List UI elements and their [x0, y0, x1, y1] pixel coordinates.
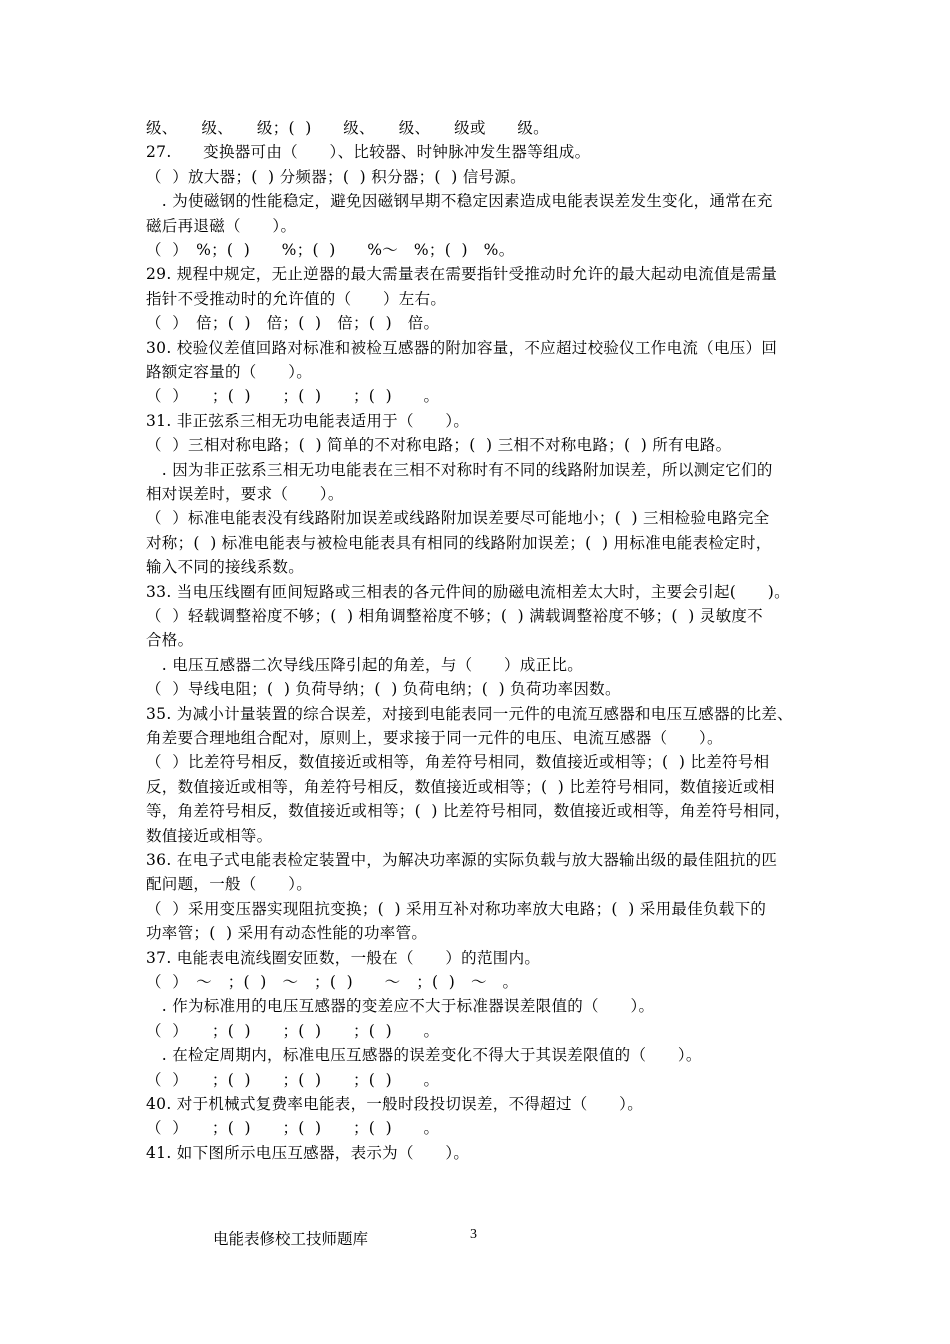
text-line: 33. 当电压线圈有匝间短路或三相表的各元件间的励磁电流相差太大时，主要会引起( )。: [146, 582, 790, 601]
text-line: 29. 规程中规定，无止逆器的最大需量表在需要指针受推动时允许的最大起动电流值是需量: [146, 265, 778, 284]
text-line: . 为使磁钢的性能稳定，避免因磁钢早期不稳定因素造成电能表误差发生变化，通常在充: [146, 192, 773, 211]
text-line: 数值接近或相等。: [146, 826, 273, 845]
text-line: 反，数值接近或相等，角差符号相反，数值接近或相等；( ) 比差符号相同，数值接近或相: [146, 777, 775, 796]
text-line: 对称；( ) 标准电能表与被检电能表具有相同的线路附加误差；( ) 用标准电能表检定时，: [146, 533, 772, 552]
text-line: （ ）比差符号相反，数值接近或相等，角差符号相同，数值接近或相等；( ) 比差符号相: [146, 753, 770, 772]
text-line: 27. 变换器可由（ ）、比较器、时钟脉冲发生器等组成。: [146, 143, 591, 162]
text-line: 合格。: [146, 631, 194, 650]
text-line: . 在检定周期内，标准电压互感器的误差变化不得大于其误差限值的（ ）。: [146, 1046, 702, 1065]
text-line: （ ）标准电能表没有线路附加误差或线路附加误差要尽可能地小；( ) 三相检验电路完全: [146, 509, 770, 528]
text-line: . 作为标准用的电压互感器的变差应不大于标准器误差限值的（ ）。: [146, 997, 655, 1016]
text-line: （ ） ；( ) ；( ) ；( ) 。: [146, 1021, 440, 1040]
footer-title: 电能表修校工技师题库: [213, 1230, 369, 1248]
text-line: 级、 级、 级；( ) 级、 级、 级或 级。: [146, 119, 549, 137]
text-line: （ ）三相对称电路；( ) 简单的不对称电路；( ) 三相不对称电路；( ) 所有电路。: [146, 436, 732, 455]
text-line: 相对误差时，要求（ ）。: [146, 485, 344, 503]
text-line: 输入不同的接线系数。: [146, 558, 305, 577]
text-line: （ ） %；( ) %；( ) %～ %；( ) %。: [146, 241, 515, 259]
text-line: 40. 对于机械式复费率电能表，一般时段投切误差，不得超过（ ）。: [146, 1095, 644, 1113]
text-line: . 电压互感器二次导线压降引起的角差，与（ ）成正比。: [146, 655, 584, 674]
text-line: （ ） ；( ) ；( ) ；( ) 。: [146, 387, 440, 406]
text-line: （ ） ；( ) ；( ) ；( ) 。: [146, 1070, 440, 1089]
text-line: （ ） ～ ；( ) ～ ；( ) ～ ；( ) ～ 。: [146, 973, 519, 991]
text-line: 角差要合理地组合配对，原则上，要求接于同一元件的电压、电流互感器（ ）。: [146, 729, 723, 747]
text-line: 36. 在电子式电能表检定装置中，为解决功率源的实际负载与放大器输出级的最佳阻抗的匹: [146, 851, 778, 869]
text-line: 配问题，一般（ ）。: [146, 875, 313, 894]
text-line: （ ）导线电阻；( ) 负荷导纳；( ) 负荷电纳；( ) 负荷功率因数。: [146, 680, 621, 699]
text-line: 37. 电能表电流线圈安匝数，一般在（ ）的范围内。: [146, 948, 541, 967]
text-line: . 因为非正弦系三相无功电能表在三相不对称时有不同的线路附加误差，所以测定它们的: [146, 460, 773, 479]
text-line: 35. 为减小计量装置的综合误差，对接到电能表同一元件的电流互感器和电压互感器的比差、: [146, 704, 793, 723]
text-line: 31. 非正弦系三相无功电能表适用于（ ）。: [146, 411, 470, 430]
text-line: （ ）采用变压器实现阻抗变换；( ) 采用互补对称功率放大电路；( ) 采用最佳负载下的: [146, 899, 767, 918]
text-line: 41. 如下图所示电压互感器，表示为（ ）。: [146, 1143, 470, 1162]
text-line: 指针不受推动时的允许值的（ ）左右。: [146, 289, 447, 308]
text-line: 功率管；( ) 采用有动态性能的功率管。: [146, 924, 428, 943]
text-line: 路额定容量的（ ）。: [146, 363, 313, 381]
text-line: 30. 校验仪差值回路对标准和被检互感器的附加容量，不应超过校验仪工作电流（电压）回: [146, 338, 778, 357]
text-line: （ ）轻载调整裕度不够；( ) 相角调整裕度不够；( ) 满载调整裕度不够；( ) 灵敏度不: [146, 607, 763, 625]
text-line: 等，角差符号相反，数值接近或相等；( ) 比差符号相同，数值接近或相等，角差符号相同，: [146, 802, 791, 821]
text-line: 磁后再退磁（ ）。: [146, 216, 297, 235]
text-line: （ ）放大器；( ) 分频器；( ) 积分器；( ) 信号源。: [146, 167, 526, 186]
text-line: （ ） ；( ) ；( ) ；( ) 。: [146, 1119, 440, 1138]
text-line: （ ） 倍；( ) 倍；( ) 倍；( ) 倍。: [146, 314, 440, 333]
page-number: 3: [470, 1227, 477, 1242]
